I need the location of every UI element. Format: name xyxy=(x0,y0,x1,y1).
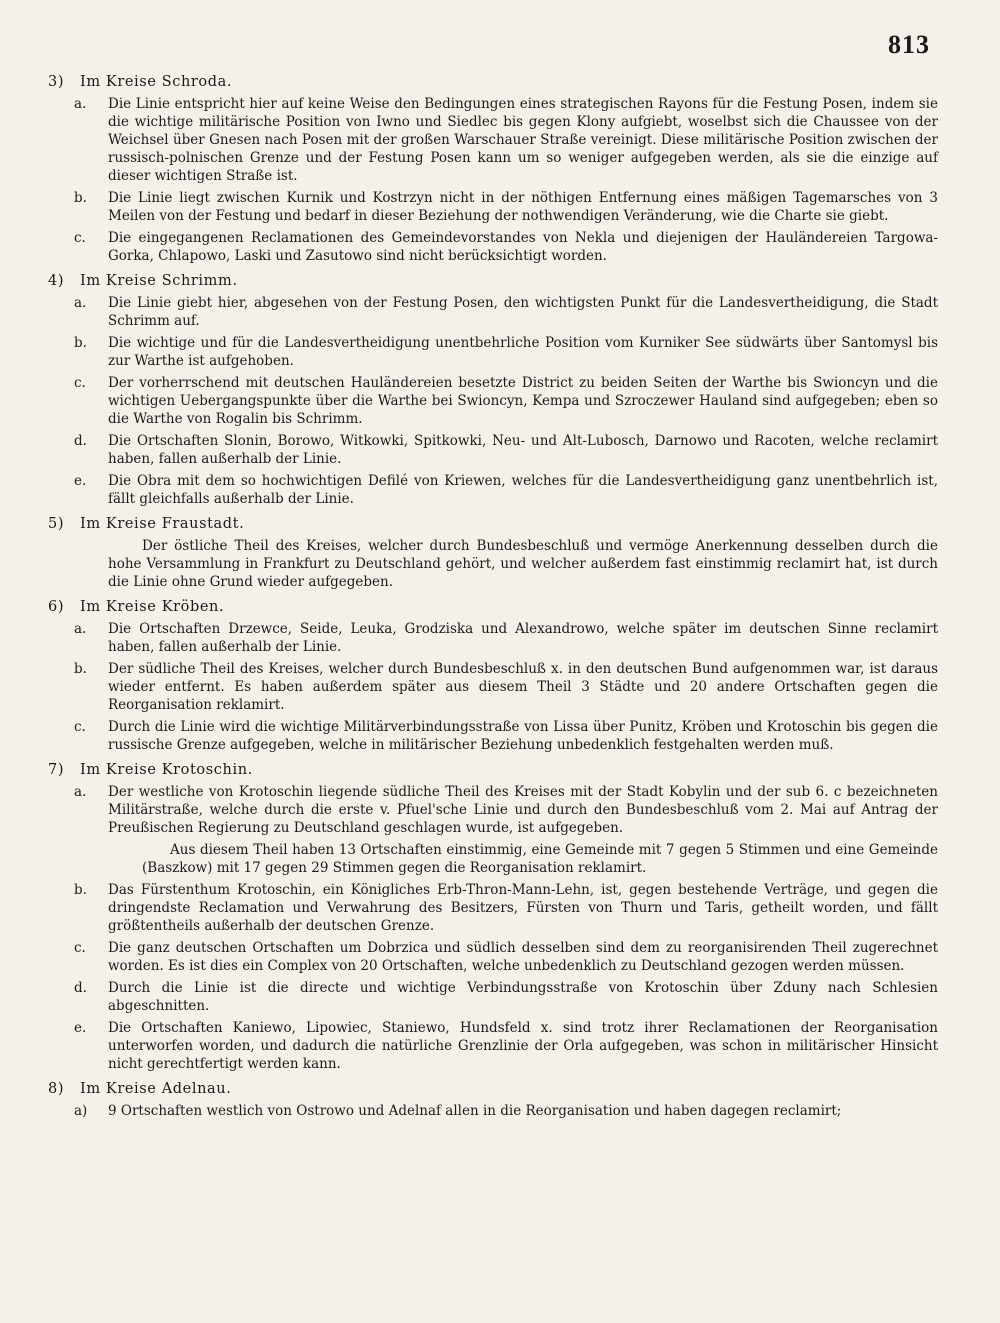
page-number: 813 xyxy=(888,30,930,59)
item-text: Die Linie entspricht hier auf keine Weise den Bedingungen eines strategischen Rayons für die Festung Posen, indem sie die wichtige militärische Position von Iwno und Siedlec bis gegen Klony aufgiebt, woselbst sich die Chaussee von der Weichsel über Gnesen nach Posen mit der großen Warschauer Straße vereinigt. Diese militärische Position zwischen der russisch-polnischen Grenze und der Festung Posen kann um so weniger aufgegeben werden, als sie die einzige auf dieser wichtigen Straße ist. xyxy=(108,96,938,184)
item-note: Aus diesem Theil haben 13 Ortschaften einstimmig, eine Gemeinde mit 7 gegen 5 Stimmen und eine Gemeinde (Baszkow) mit 17 gegen 29 Stimmen gegen die Reorganisation reklamirt. xyxy=(142,842,938,876)
section-title: Im Kreise Fraustadt. xyxy=(80,516,245,532)
section xyxy=(48,516,938,591)
list-item xyxy=(74,939,938,975)
section-number: 6) xyxy=(48,599,65,615)
item-marker: d. xyxy=(74,433,87,449)
section-heading xyxy=(48,762,938,778)
item-marker: a. xyxy=(74,621,87,637)
item-text: Die eingegangenen Reclamationen des Gemeindevorstandes von Nekla und diejenigen der Hauländereien Targowa-Gorka, Chlapowo, Laski und Zasutowo sind nicht berücksichtigt worden. xyxy=(108,230,938,264)
item-marker: b. xyxy=(74,661,87,677)
list-item xyxy=(74,189,938,225)
item-text: Die Linie giebt hier, abgesehen von der Festung Posen, den wichtigsten Punkt für die Landesvertheidigung, die Stadt Schrimm auf. xyxy=(108,295,938,329)
item-marker: d. xyxy=(74,980,87,996)
list-item xyxy=(74,294,938,330)
section-number: 7) xyxy=(48,762,65,778)
item-text: Die Ortschaften Kaniewo, Lipowiec, Staniewo, Hundsfeld x. sind trotz ihrer Reclamationen der Reorganisation unterworfen worden, und dadurch die natürliche Grenzlinie der Orla aufgegeben, was schon in militärischer Hinsicht nicht gerechtfertigt werden kann. xyxy=(108,1020,938,1072)
item-text: Die Ortschaften Drzewce, Seide, Leuka, Grodziska und Alexandrowo, welche später im deutschen Sinne reclamirt haben, fallen außerhalb der Linie. xyxy=(108,621,938,655)
list-item xyxy=(74,472,938,508)
item-marker: b. xyxy=(74,882,87,898)
section-number: 8) xyxy=(48,1081,65,1097)
section-number: 4) xyxy=(48,273,65,289)
list-item xyxy=(74,334,938,370)
item-marker: b. xyxy=(74,335,87,351)
item-marker: e. xyxy=(74,473,87,489)
section-title: Im Kreise Krotoschin. xyxy=(80,762,253,778)
list-item xyxy=(74,881,938,935)
document-body xyxy=(48,74,938,1128)
list-item xyxy=(74,432,938,468)
item-marker: a. xyxy=(74,295,87,311)
section xyxy=(48,273,938,508)
list-item xyxy=(74,374,938,428)
item-marker: c. xyxy=(74,230,86,246)
section-title: Im Kreise Kröben. xyxy=(80,599,225,615)
item-marker: a. xyxy=(74,96,87,112)
section-heading xyxy=(48,273,938,289)
list-item xyxy=(74,620,938,656)
item-text: Das Fürstenthum Krotoschin, ein Königliches Erb-Thron-Mann-Lehn, ist, gegen bestehende Verträge, und gegen die dringendste Reclamation und Verwahrung des Besitzers, Fürsten von Thurn und Taris, getheilt worden, und fällt größtentheils außerhalb der deutschen Grenze. xyxy=(108,882,938,934)
section-heading xyxy=(48,516,938,532)
item-text: Die Obra mit dem so hochwichtigen Defilé von Kriewen, welches für die Landesvertheidigung ganz unentbehrlich ist, fällt gleichfalls außerhalb der Linie. xyxy=(108,473,938,507)
item-text: 9 Ortschaften westlich von Ostrowo und Adelnaf allen in die Reorganisation und haben dagegen reclamirt; xyxy=(108,1103,842,1119)
list-item xyxy=(74,979,938,1015)
section xyxy=(48,74,938,265)
item-marker: c. xyxy=(74,940,86,956)
list-item xyxy=(74,229,938,265)
list-item xyxy=(74,783,938,837)
item-marker: e. xyxy=(74,1020,87,1036)
item-marker: a) xyxy=(74,1103,88,1119)
section-number: 3) xyxy=(48,74,65,90)
item-text: Der südliche Theil des Kreises, welcher durch Bundesbeschluß x. in den deutschen Bund aufgenommen war, ist daraus wieder entfernt. Es haben außerdem später aus diesem Theil 3 Städte und 20 andere Ortschaften gegen die Reorganisation reklamirt. xyxy=(108,661,938,713)
list-item xyxy=(74,718,938,754)
item-text: Die Linie liegt zwischen Kurnik und Kostrzyn nicht in der nöthigen Entfernung eines mäßigen Tagemarsches von 3 Meilen von der Festung und bedarf in dieser Beziehung der nothwendigen Veränderung, wie die Charte sie giebt. xyxy=(108,190,938,224)
section-title: Im Kreise Schrimm. xyxy=(80,273,238,289)
section xyxy=(48,1081,938,1120)
item-marker: c. xyxy=(74,719,86,735)
section-heading xyxy=(48,74,938,90)
item-text: Durch die Linie wird die wichtige Militärverbindungsstraße von Lissa über Punitz, Kröben und Krotoschin bis gegen die russische Grenze aufgegeben, welche in militärischer Beziehung unbedenklich festgehalten werden muß. xyxy=(108,719,938,753)
item-text: Die Ortschaften Slonin, Borowo, Witkowki, Spitkowki, Neu- und Alt-Lubosch, Darnowo und Racoten, welche reclamirt haben, fallen außerhalb der Linie. xyxy=(108,433,938,467)
section-paragraph: Der östliche Theil des Kreises, welcher durch Bundesbeschluß und vermöge Anerkennung desselben durch die hohe Versammlung in Frankfurt zu Deutschland gehört, und welcher außerdem fast einstimmig reclamirt hat, ist durch die Linie ohne Grund wieder aufgegeben. xyxy=(108,538,938,590)
list-item xyxy=(74,660,938,714)
section xyxy=(48,599,938,754)
item-text: Der vorherrschend mit deutschen Hauländereien besetzte District zu beiden Seiten der Warthe bis Swioncyn und die wichtigen Uebergangspunkte über die Warthe bei Swioncyn, Kempa und Szroczewer Hauland sind aufgegeben; eben so die Warthe von Rogalin bis Schrimm. xyxy=(108,375,938,427)
section-heading xyxy=(48,599,938,615)
list-item xyxy=(74,1102,938,1120)
item-text: Die ganz deutschen Ortschaften um Dobrzica und südlich desselben sind dem zu reorganisirenden Theil zugerechnet worden. Es ist dies ein Complex von 20 Ortschaften, welche unbedenklich zu Deutschland gezogen werden müssen. xyxy=(108,940,938,974)
section-number: 5) xyxy=(48,516,65,532)
item-marker: b. xyxy=(74,190,87,206)
list-item xyxy=(74,1019,938,1073)
item-text: Der westliche von Krotoschin liegende südliche Theil des Kreises mit der Stadt Kobylin und der sub 6. c bezeichneten Militärstraße, welche durch die erste v. Pfuel'sche Linie und durch den Bundesbeschluß vom 2. Mai auf Antrag der Preußischen Regierung zu Deutschland geschlagen wurde, ist aufgegeben. xyxy=(108,784,938,836)
list-item xyxy=(74,95,938,185)
section-title: Im Kreise Adelnau. xyxy=(80,1081,232,1097)
item-text: Die wichtige und für die Landesvertheidigung unentbehrliche Position vom Kurniker See südwärts über Santomysl bis zur Warthe ist aufgehoben. xyxy=(108,335,938,369)
item-marker: a. xyxy=(74,784,87,800)
section-heading xyxy=(48,1081,938,1097)
item-text: Durch die Linie ist die directe und wichtige Verbindungsstraße von Krotoschin über Zduny nach Schlesien abgeschnitten. xyxy=(108,980,938,1014)
section xyxy=(48,762,938,1073)
item-marker: c. xyxy=(74,375,86,391)
section-title: Im Kreise Schroda. xyxy=(80,74,233,90)
